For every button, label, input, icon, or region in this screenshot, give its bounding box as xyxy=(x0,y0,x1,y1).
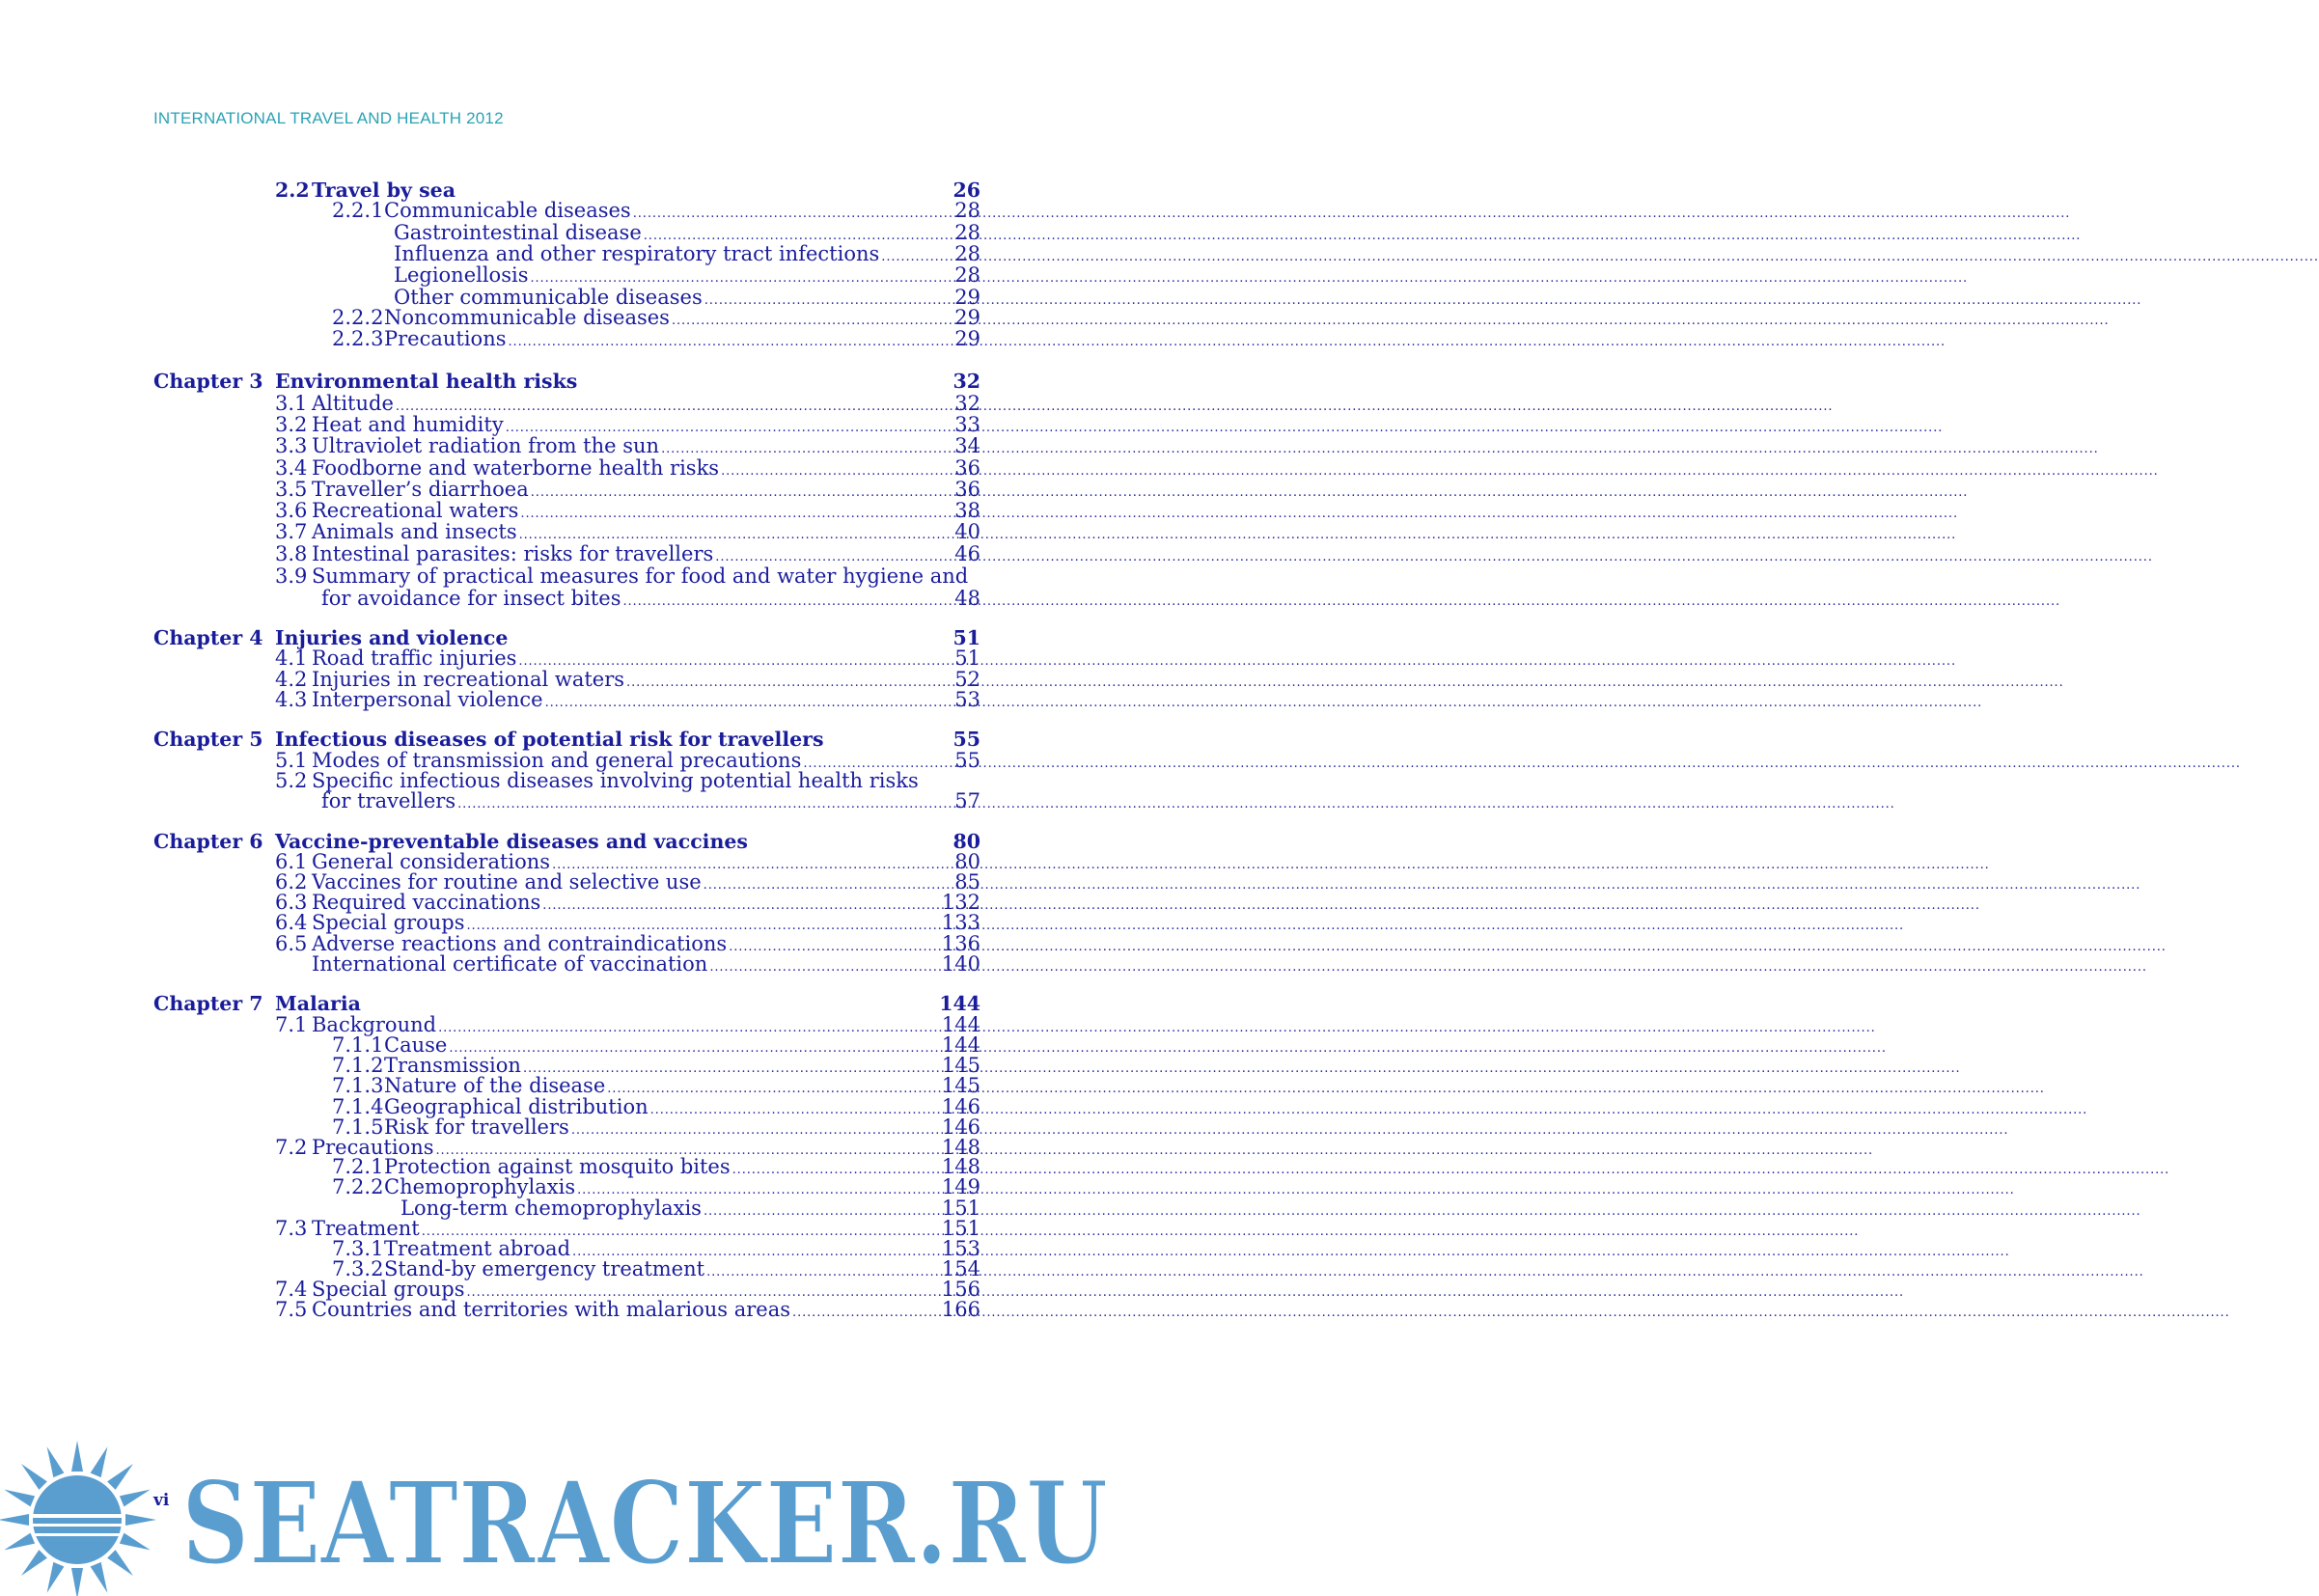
toc-entry-title: Precautions xyxy=(312,1136,434,1159)
dot-leader xyxy=(622,591,2060,614)
sun-logo-icon xyxy=(0,1441,156,1596)
toc-entry[interactable] xyxy=(275,499,932,522)
dot-leader xyxy=(881,246,2319,269)
toc-page-number: 33 xyxy=(954,413,980,436)
toc-entry-number: 3.7 xyxy=(275,520,308,543)
toc-entry-title: Injuries and violence xyxy=(275,626,509,649)
toc-entry-title: Precautions xyxy=(384,327,507,350)
toc-page-number: 48 xyxy=(954,587,980,610)
toc-entry-title: Vaccines for routine and selective use xyxy=(312,870,702,894)
toc-entry-number: 2.2.3 xyxy=(332,327,384,350)
toc-page-number: 46 xyxy=(954,542,980,565)
toc-page-number: 34 xyxy=(954,434,980,457)
toc-entry-number: 7.2.1 xyxy=(332,1155,384,1178)
toc-page-number: 154 xyxy=(941,1257,980,1280)
toc-entry-number: 3.4 xyxy=(275,456,308,480)
toc-entry[interactable] xyxy=(275,911,932,934)
toc-entry-number: 5.1 xyxy=(275,749,308,772)
toc-entry[interactable] xyxy=(275,542,932,565)
toc-chapter-entry[interactable] xyxy=(275,992,932,1015)
toc-page-number: 133 xyxy=(941,911,980,934)
toc-entry-title: Gastrointestinal disease xyxy=(394,221,642,244)
toc-page-number: 156 xyxy=(941,1278,980,1301)
toc-entry-title: Influenza and other respiratory tract infections xyxy=(394,242,880,265)
toc-entry-title: for avoidance for insect bites xyxy=(321,587,621,610)
toc-entry-number: 7.2.2 xyxy=(332,1175,384,1198)
toc-page-number: 26 xyxy=(952,179,980,202)
toc-entry-title: Traveller’s diarrhoea xyxy=(312,478,529,501)
toc-page-number: 55 xyxy=(954,749,980,772)
toc-page-number: 40 xyxy=(954,520,980,543)
toc-entry-title: Protection against mosquito bites xyxy=(384,1155,731,1178)
toc-entry[interactable] xyxy=(275,478,932,501)
watermark-text: SEATRACKER.RU xyxy=(181,1456,1108,1590)
toc-page-number: 166 xyxy=(941,1298,980,1321)
toc-entry-title: Animals and insects xyxy=(312,520,517,543)
toc-page-number: 151 xyxy=(941,1197,980,1220)
toc-entry-number: 6.2 xyxy=(275,870,308,894)
toc-page-number: 146 xyxy=(941,1095,980,1118)
toc-entry-title: Specific infectious diseases involving potential health risks xyxy=(312,769,919,792)
toc-page-number: 149 xyxy=(941,1175,980,1198)
toc-page-number: 140 xyxy=(941,952,980,976)
toc-entry-number: 7.1.1 xyxy=(332,1033,384,1057)
toc-entry-number: 7.1.3 xyxy=(332,1074,384,1097)
toc-entry-number: 6.5 xyxy=(275,932,308,955)
toc-page-number: 52 xyxy=(954,668,980,691)
toc-entry[interactable] xyxy=(332,1175,932,1198)
toc-entry-number: 7.1.5 xyxy=(332,1115,384,1139)
toc-entry-number: 4.1 xyxy=(275,647,308,670)
toc-entry-number: 3.2 xyxy=(275,413,308,436)
toc-entry[interactable] xyxy=(332,327,932,350)
toc-entry-number: 2.2 xyxy=(275,179,310,202)
toc-entry[interactable] xyxy=(332,199,932,222)
toc-entry-title: Special groups xyxy=(312,1278,465,1301)
toc-entry-title: Vaccine-preventable diseases and vaccines xyxy=(275,830,748,853)
toc-page-number: 144 xyxy=(939,992,980,1015)
toc-entry-number: 2.2.1 xyxy=(332,199,384,222)
toc-page-number: 145 xyxy=(941,1054,980,1077)
running-title: INTERNATIONAL TRAVEL AND HEALTH 2012 xyxy=(153,109,504,127)
toc-page-number: 28 xyxy=(954,263,980,287)
toc-entry[interactable] xyxy=(321,587,932,610)
page-number: vi xyxy=(153,1491,170,1510)
toc-entry-number: 5.2 xyxy=(275,769,308,792)
toc-entry-title: Intestinal parasites: risks for travellers xyxy=(312,542,714,565)
toc-entry-title: Adverse reactions and contraindications xyxy=(312,932,728,955)
toc-entry-number: 6.3 xyxy=(275,891,308,914)
toc-entry-number: 3.9 xyxy=(275,564,308,588)
toc-entry[interactable] xyxy=(275,456,932,480)
toc-entry-title: Interpersonal violence xyxy=(312,688,543,711)
toc-page-number: 55 xyxy=(952,728,980,751)
toc-entry[interactable] xyxy=(394,263,932,287)
toc-page-number: 85 xyxy=(954,870,980,894)
toc-entry-title: Foodborne and waterborne health risks xyxy=(312,456,720,480)
toc-entry-title: International certificate of vaccination xyxy=(312,952,708,976)
toc-entry-title: Countries and territories with malarious areas xyxy=(312,1298,791,1321)
watermark xyxy=(0,1438,1125,1596)
toc-page-number: 29 xyxy=(954,306,980,329)
toc-entry-title: Chemoprophylaxis xyxy=(384,1175,576,1198)
toc-page-number: 144 xyxy=(941,1033,980,1057)
chapter-label: Chapter 6 xyxy=(153,830,263,853)
toc-entry-number: 7.3.1 xyxy=(332,1237,384,1260)
toc-page-number: 144 xyxy=(941,1013,980,1036)
toc-entry-number: 3.5 xyxy=(275,478,308,501)
toc-entry-title: Communicable diseases xyxy=(384,199,631,222)
toc-entry-title: Nature of the disease xyxy=(384,1074,606,1097)
toc-page-number: 146 xyxy=(941,1115,980,1139)
toc-page-number: 28 xyxy=(954,221,980,244)
toc-page-number: 80 xyxy=(954,850,980,873)
toc-entry-number: 2.2.2 xyxy=(332,306,384,329)
toc-entry-number: 7.3.2 xyxy=(332,1257,384,1280)
toc-entry[interactable] xyxy=(275,392,932,415)
toc-entry[interactable] xyxy=(332,306,932,329)
toc-page-number: 145 xyxy=(941,1074,980,1097)
toc-entry-title: Road traffic injuries xyxy=(312,647,517,670)
toc-entry[interactable] xyxy=(275,688,932,711)
toc-entry-title: Transmission xyxy=(384,1054,521,1077)
toc-entry-number: 7.1.2 xyxy=(332,1054,384,1077)
toc-entry[interactable] xyxy=(321,789,932,812)
toc-page-number: 80 xyxy=(952,830,980,853)
chapter-label: Chapter 7 xyxy=(153,992,263,1015)
toc-chapter-entry[interactable] xyxy=(275,728,932,751)
toc-entry-title: Noncommunicable diseases xyxy=(384,306,670,329)
toc-entry-title: Cause xyxy=(384,1033,448,1057)
dot-leader xyxy=(792,1302,2230,1325)
toc-entry[interactable] xyxy=(275,413,932,436)
toc-page-number: 51 xyxy=(952,626,980,649)
toc-page-number: 132 xyxy=(941,891,980,914)
toc-entry[interactable] xyxy=(275,520,932,543)
toc-page-number: 29 xyxy=(954,327,980,350)
dot-leader xyxy=(545,692,1983,715)
toc-entry-number: 7.2 xyxy=(275,1136,308,1159)
toc-entry-number: 3.6 xyxy=(275,499,308,522)
toc-entry[interactable] xyxy=(394,242,932,265)
toc-entry-title: Infectious diseases of potential risk for travellers xyxy=(275,728,824,751)
toc-entry-number: 7.3 xyxy=(275,1217,308,1240)
toc-entry-title: Ultraviolet radiation from the sun xyxy=(312,434,660,457)
toc-entry[interactable] xyxy=(275,434,932,457)
toc-entry-title: Risk for travellers xyxy=(384,1115,569,1139)
toc-entry[interactable] xyxy=(312,952,932,976)
toc-entry-title: Environmental health risks xyxy=(275,370,578,393)
toc-chapter-entry[interactable] xyxy=(275,370,932,393)
toc-entry[interactable] xyxy=(275,564,969,588)
toc-entry-number: 6.1 xyxy=(275,850,308,873)
toc-entry[interactable] xyxy=(394,221,932,244)
toc-page-number: 57 xyxy=(954,789,980,812)
toc-page-number: 36 xyxy=(954,478,980,501)
toc-page-number: 51 xyxy=(954,647,980,670)
toc-entry-number: 7.4 xyxy=(275,1278,308,1301)
toc-entry-title: Treatment abroad xyxy=(384,1237,571,1260)
chapter-label: Chapter 4 xyxy=(153,626,263,649)
toc-entry-title: Stand-by emergency treatment xyxy=(384,1257,705,1280)
toc-entry[interactable] xyxy=(275,1298,932,1321)
toc-entry[interactable] xyxy=(275,647,932,670)
toc-entry-title: Geographical distribution xyxy=(384,1095,649,1118)
toc-page-number: 36 xyxy=(954,456,980,480)
toc-page-number: 148 xyxy=(941,1155,980,1178)
toc-entry-title: Background xyxy=(312,1013,437,1036)
toc-entry-title: Modes of transmission and general precautions xyxy=(312,749,802,772)
toc-entry-title: Other communicable diseases xyxy=(394,286,703,309)
toc-entry-title: General considerations xyxy=(312,850,551,873)
toc-entry-number: 7.1 xyxy=(275,1013,308,1036)
toc-page-number: 32 xyxy=(952,370,980,393)
toc-entry-title: Summary of practical measures for food and water hygiene and xyxy=(312,564,969,588)
dot-leader xyxy=(457,793,1895,816)
toc-entry-title: Legionellosis xyxy=(394,263,529,287)
toc-entry-number: 3.1 xyxy=(275,392,308,415)
toc-entry-title: Travel by sea xyxy=(312,179,456,202)
toc-page-number: 136 xyxy=(941,932,980,955)
toc-page-number: 148 xyxy=(941,1136,980,1159)
toc-entry-title: Treatment xyxy=(312,1217,420,1240)
toc-entry-title: Heat and humidity xyxy=(312,413,504,436)
toc-page-number: 153 xyxy=(941,1237,980,1260)
toc-entry-number: 7.5 xyxy=(275,1298,308,1321)
toc-entry-number: 7.1.4 xyxy=(332,1095,384,1118)
toc-entry-title: for travellers xyxy=(321,789,456,812)
toc-page-number: 28 xyxy=(954,199,980,222)
toc-page-number: 38 xyxy=(954,499,980,522)
toc-entry-title: Injuries in recreational waters xyxy=(312,668,625,691)
toc-entry-title: Special groups xyxy=(312,911,465,934)
toc-entry-number: 3.3 xyxy=(275,434,308,457)
toc-entry-title: Required vaccinations xyxy=(312,891,541,914)
dot-leader xyxy=(803,753,2241,776)
toc-entry-number: 3.8 xyxy=(275,542,308,565)
toc-entry-title: Malaria xyxy=(275,992,361,1015)
toc-entry[interactable] xyxy=(332,1074,932,1097)
toc-page-number: 53 xyxy=(954,688,980,711)
toc-entry-title: Altitude xyxy=(312,392,394,415)
toc-entry-title: Recreational waters xyxy=(312,499,519,522)
toc-entry-number: 6.4 xyxy=(275,911,308,934)
chapter-label: Chapter 5 xyxy=(153,728,263,751)
toc-entry-title: Long-term chemoprophylaxis xyxy=(400,1197,702,1220)
toc-page-number: 151 xyxy=(941,1217,980,1240)
toc-page-number: 32 xyxy=(954,392,980,415)
dot-leader xyxy=(509,331,1946,354)
chapter-label: Chapter 3 xyxy=(153,370,263,393)
toc-entry-number: 4.2 xyxy=(275,668,308,691)
toc-entry-number: 4.3 xyxy=(275,688,308,711)
toc-page-number: 29 xyxy=(954,286,980,309)
toc-page-number: 28 xyxy=(954,242,980,265)
